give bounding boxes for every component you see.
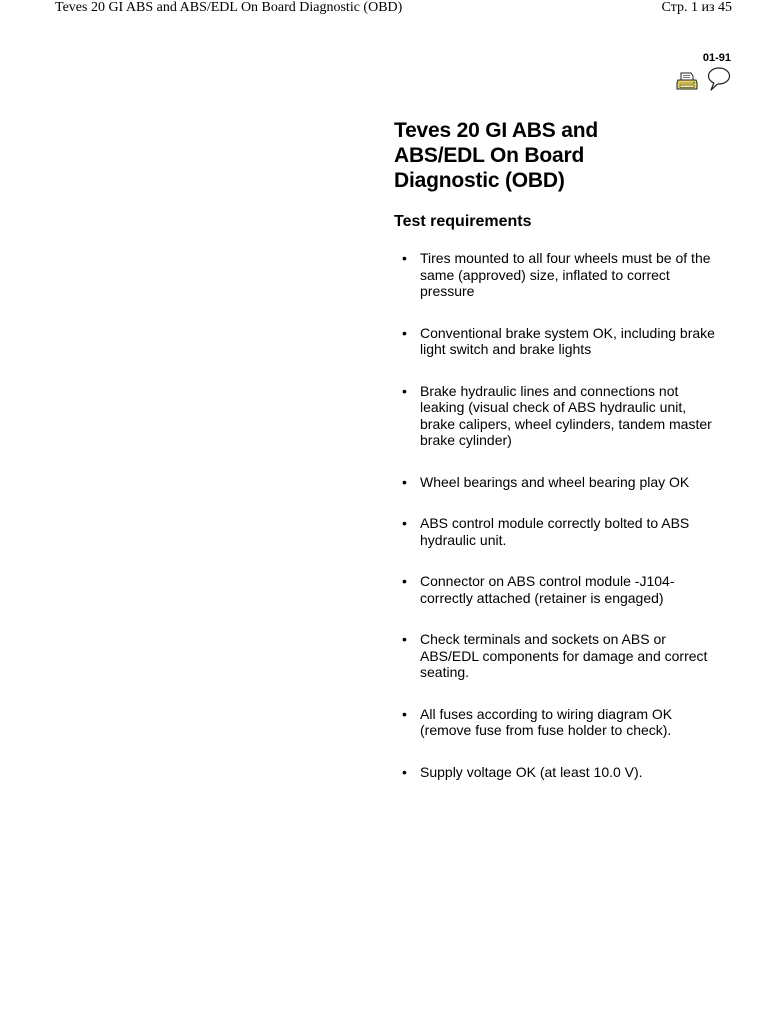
title-line: Diagnostic (OBD) xyxy=(394,169,565,192)
list-item-text: Tires mounted to all four wheels must be of the same (approved) size, inflated to correct pressure xyxy=(420,250,711,299)
bullet: • xyxy=(402,250,407,266)
bullet: • xyxy=(402,515,407,531)
print-header xyxy=(55,0,732,18)
bullet: • xyxy=(402,382,407,399)
list-item xyxy=(394,764,722,781)
bullet: • xyxy=(402,324,407,341)
list-item xyxy=(394,631,722,681)
speech-bubble-icon[interactable] xyxy=(705,66,731,92)
list-item-text: Check terminals and sockets on ABS or ABS/EDL components for damage and correct seating. xyxy=(420,631,708,680)
list-item-text: All fuses according to wiring diagram OK (remove fuse from fuse holder to check). xyxy=(420,705,673,738)
section-title: Test requirements xyxy=(394,213,532,230)
bullet: • xyxy=(402,763,407,780)
list-item-text: Connector on ABS control module -J104- correctly attached (retainer is engaged) xyxy=(420,573,675,606)
bullet: • xyxy=(402,705,407,722)
requirements-list xyxy=(394,250,734,780)
list-item xyxy=(394,250,722,300)
list-item xyxy=(394,474,722,491)
list-item xyxy=(394,383,722,449)
document-content xyxy=(394,118,734,805)
bullet: • xyxy=(402,631,407,647)
list-item xyxy=(394,325,722,358)
list-item xyxy=(394,706,722,739)
title-line: ABS/EDL On Board xyxy=(394,144,585,167)
document-header-title: Teves 20 GI ABS and ABS/EDL On Board Diagnostic (OBD) xyxy=(55,0,403,15)
page-indicator: Стр. 1 из 45 xyxy=(661,0,732,15)
icon-bar xyxy=(676,66,732,92)
page-title xyxy=(394,118,734,193)
printer-icon[interactable] xyxy=(676,70,698,92)
list-item xyxy=(394,573,722,606)
list-item-text: Brake hydraulic lines and connections not leaking (visual check of ABS hydraulic unit, brake calipers, wheel cylinders, tandem master brake cylinder) xyxy=(420,382,712,448)
list-item-text: Supply voltage OK (at least 10.0 V). xyxy=(420,763,643,780)
bullet: • xyxy=(402,473,407,490)
list-item xyxy=(394,515,722,548)
list-item-text: ABS control module correctly bolted to ABS hydraulic unit. xyxy=(420,515,690,548)
bullet: • xyxy=(402,573,407,589)
page-code: 01-91 xyxy=(702,52,731,64)
list-item-text: Wheel bearings and wheel bearing play OK xyxy=(420,473,690,490)
list-item-text: Conventional brake system OK, including brake light switch and brake lights xyxy=(420,324,715,357)
title-line: Teves 20 GI ABS and xyxy=(394,119,598,142)
